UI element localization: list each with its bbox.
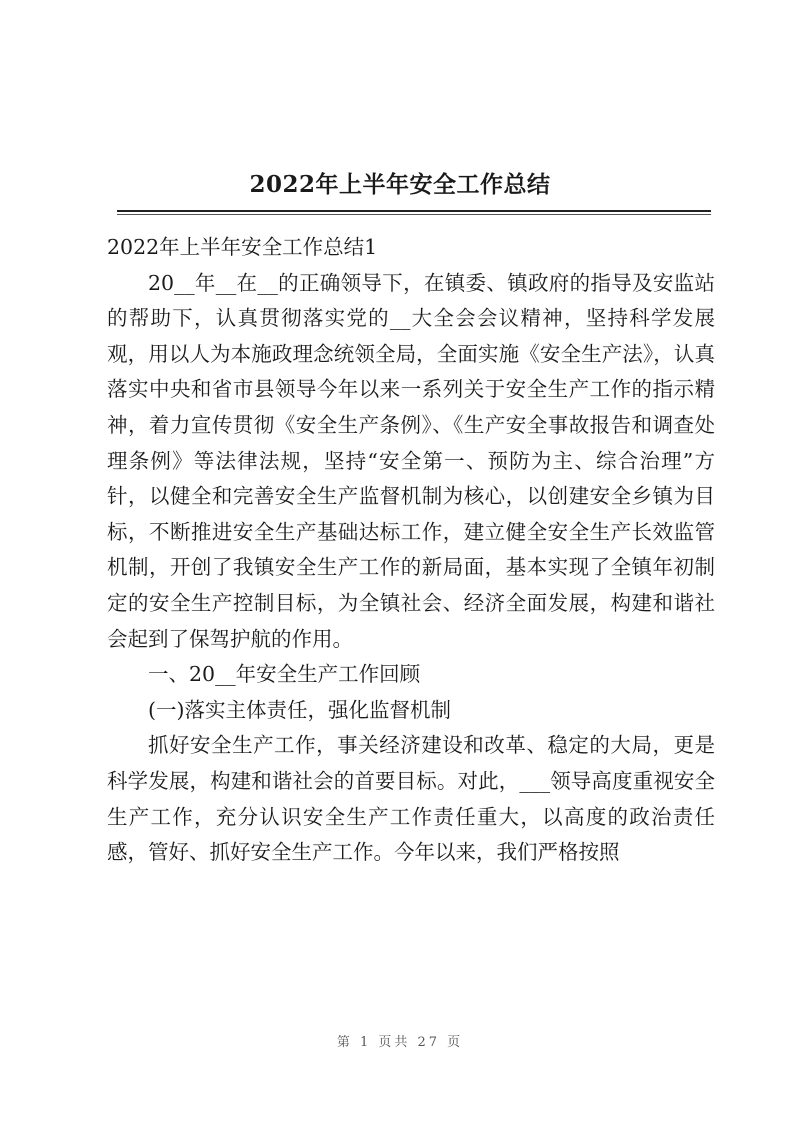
body-paragraph: 20__年__在__的正确领导下，在镇委、镇政府的指导及安监站的帮助下，认真贯彻落实党的__大全会会议精神，坚持科学发展观，用以人为本施政理念统领全局，全面实施《安全生产法》，认真落实中央和省市县领导今年以来一系列关于安全生产工作的指示精神，着力宣传贯彻《安全生产条例》、《生产安全事故报告和调查处理条例》等法律法规，坚持“安全第一、预防为主、综合治理”方针，以健全和完善安全生产监督机制为核心，以创建安全乡镇为目标，不断推进安全生产基础达标工作，建立健全安全生产长效监管机制，开创了我镇安全生产工作的新局面，基本实现了全镇年初制定的安全生产控制目标，为全镇社会、经济全面发展，构建和谐社会起到了保驾护航的作用。: [107, 270, 715, 651]
subsection-heading-1: (一)落实主体责任，强化监督机制: [148, 697, 451, 722]
section-heading: 2022年上半年安全工作总结1: [107, 235, 378, 259]
document-title: 2022年上半年安全工作总结: [249, 171, 551, 198]
page-footer: 第 1 页共 27 页: [336, 1035, 464, 1050]
document-body: [107, 230, 715, 871]
section-heading-1: 一、20__年安全生产工作回顾: [148, 662, 421, 687]
title-divider-thin: [117, 214, 711, 215]
title-divider: [117, 210, 711, 212]
body-paragraph: 抓好安全生产工作，事关经济建设和改革、稳定的大局，更是科学发展，构建和谐社会的首要目标。对此，___领导高度重视安全生产工作，充分认识安全生产工作责任重大，以高度的政治责任感，管好、抓好安全生产工作。今年以来，我们严格按照: [107, 733, 715, 865]
